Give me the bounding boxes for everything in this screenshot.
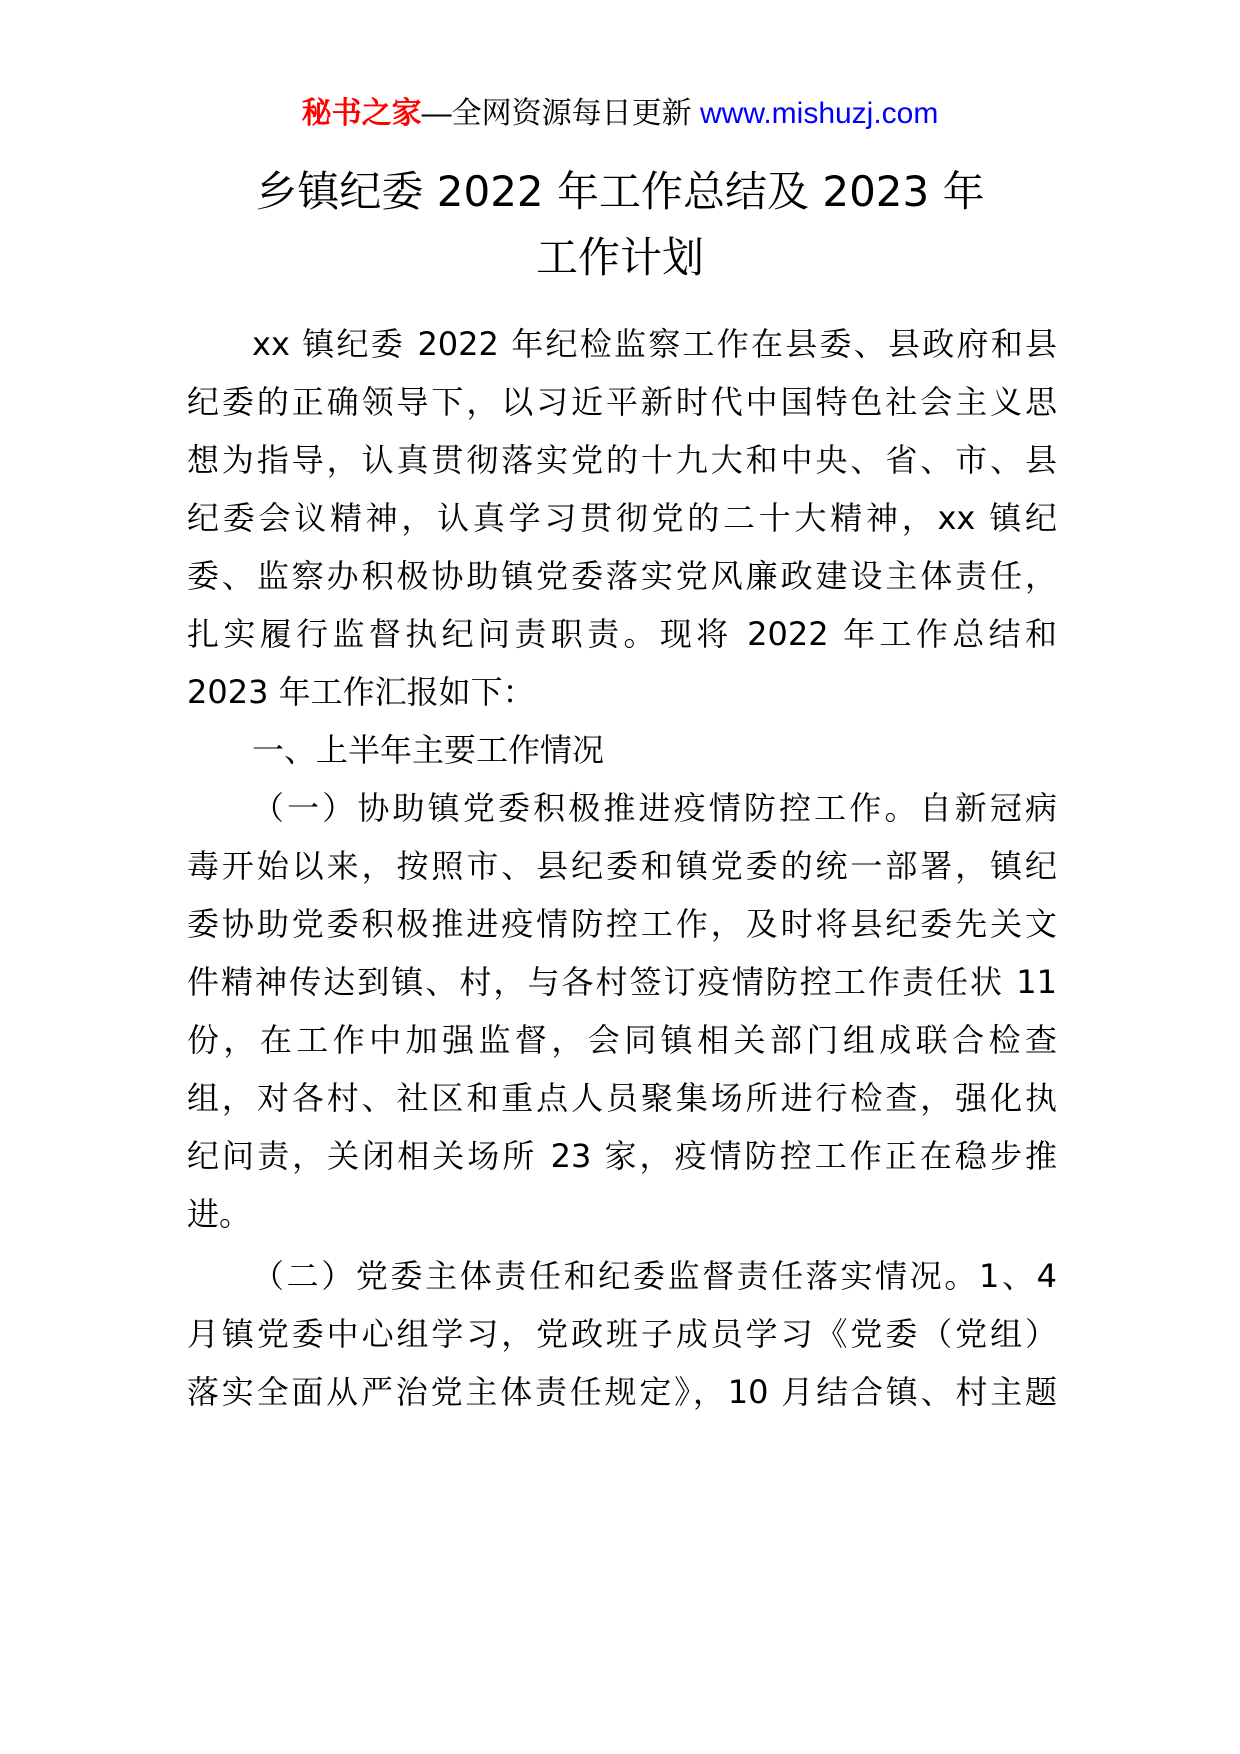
- body-line: 件精神传达到镇、村，与各村签订疫情防控工作责任状 11: [187, 963, 1057, 1001]
- body-line: 纪问责，关闭相关场所 23 家，疫情防控工作正在稳步推: [187, 1137, 1057, 1175]
- body-line: 想为指导，认真贯彻落实党的十九大和中央、省、市、县: [187, 441, 1057, 479]
- body-line: 纪委会议精神，认真学习贯彻党的二十大精神，xx 镇纪: [187, 499, 1057, 537]
- document-title-line-2: 工作计划: [535, 233, 704, 282]
- body-line: 毒开始以来，按照市、县纪委和镇党委的统一部署，镇纪: [187, 847, 1057, 885]
- section-heading: 一、上半年主要工作情况: [252, 731, 605, 769]
- document-title-line-1: 乡镇纪委 2022 年工作总结及 2023 年: [255, 167, 985, 216]
- body-line: 2023 年工作汇报如下：: [187, 673, 535, 711]
- slogan: —全网资源每日更新: [421, 97, 692, 130]
- body-line: 进。: [187, 1195, 252, 1233]
- body-line: 纪委的正确领导下，以习近平新时代中国特色社会主义思: [187, 383, 1057, 421]
- subsection-heading-line: （二）党委主体责任和纪委监督责任落实情况。1、4: [252, 1257, 1057, 1295]
- site-watermark-header: [0, 96, 1240, 132]
- body-line: 落实全面从严治党主体责任规定》，10 月结合镇、村主题: [187, 1373, 1057, 1411]
- body-line: xx 镇纪委 2022 年纪检监察工作在县委、县政府和县: [252, 325, 1057, 363]
- subsection-heading-line: （一）协助镇党委积极推进疫情防控工作。自新冠病: [252, 789, 1057, 827]
- body-line: 月镇党委中心组学习，党政班子成员学习《党委（党组）: [187, 1315, 1057, 1353]
- body-line: 委协助党委积极推进疫情防控工作，及时将县纪委先关文: [187, 905, 1057, 943]
- site-url-link[interactable]: www.mishuzj.com: [699, 97, 939, 130]
- body-line: 组，对各村、社区和重点人员聚集场所进行检查，强化执: [187, 1079, 1057, 1117]
- brand-name: 秘书之家: [301, 97, 422, 130]
- body-line: 委、监察办积极协助镇党委落实党风廉政建设主体责任，: [187, 557, 1057, 595]
- body-line: 扎实履行监督执纪问责职责。现将 2022 年工作总结和: [187, 615, 1057, 653]
- body-line: 份，在工作中加强监督，会同镇相关部门组成联合检查: [187, 1021, 1057, 1059]
